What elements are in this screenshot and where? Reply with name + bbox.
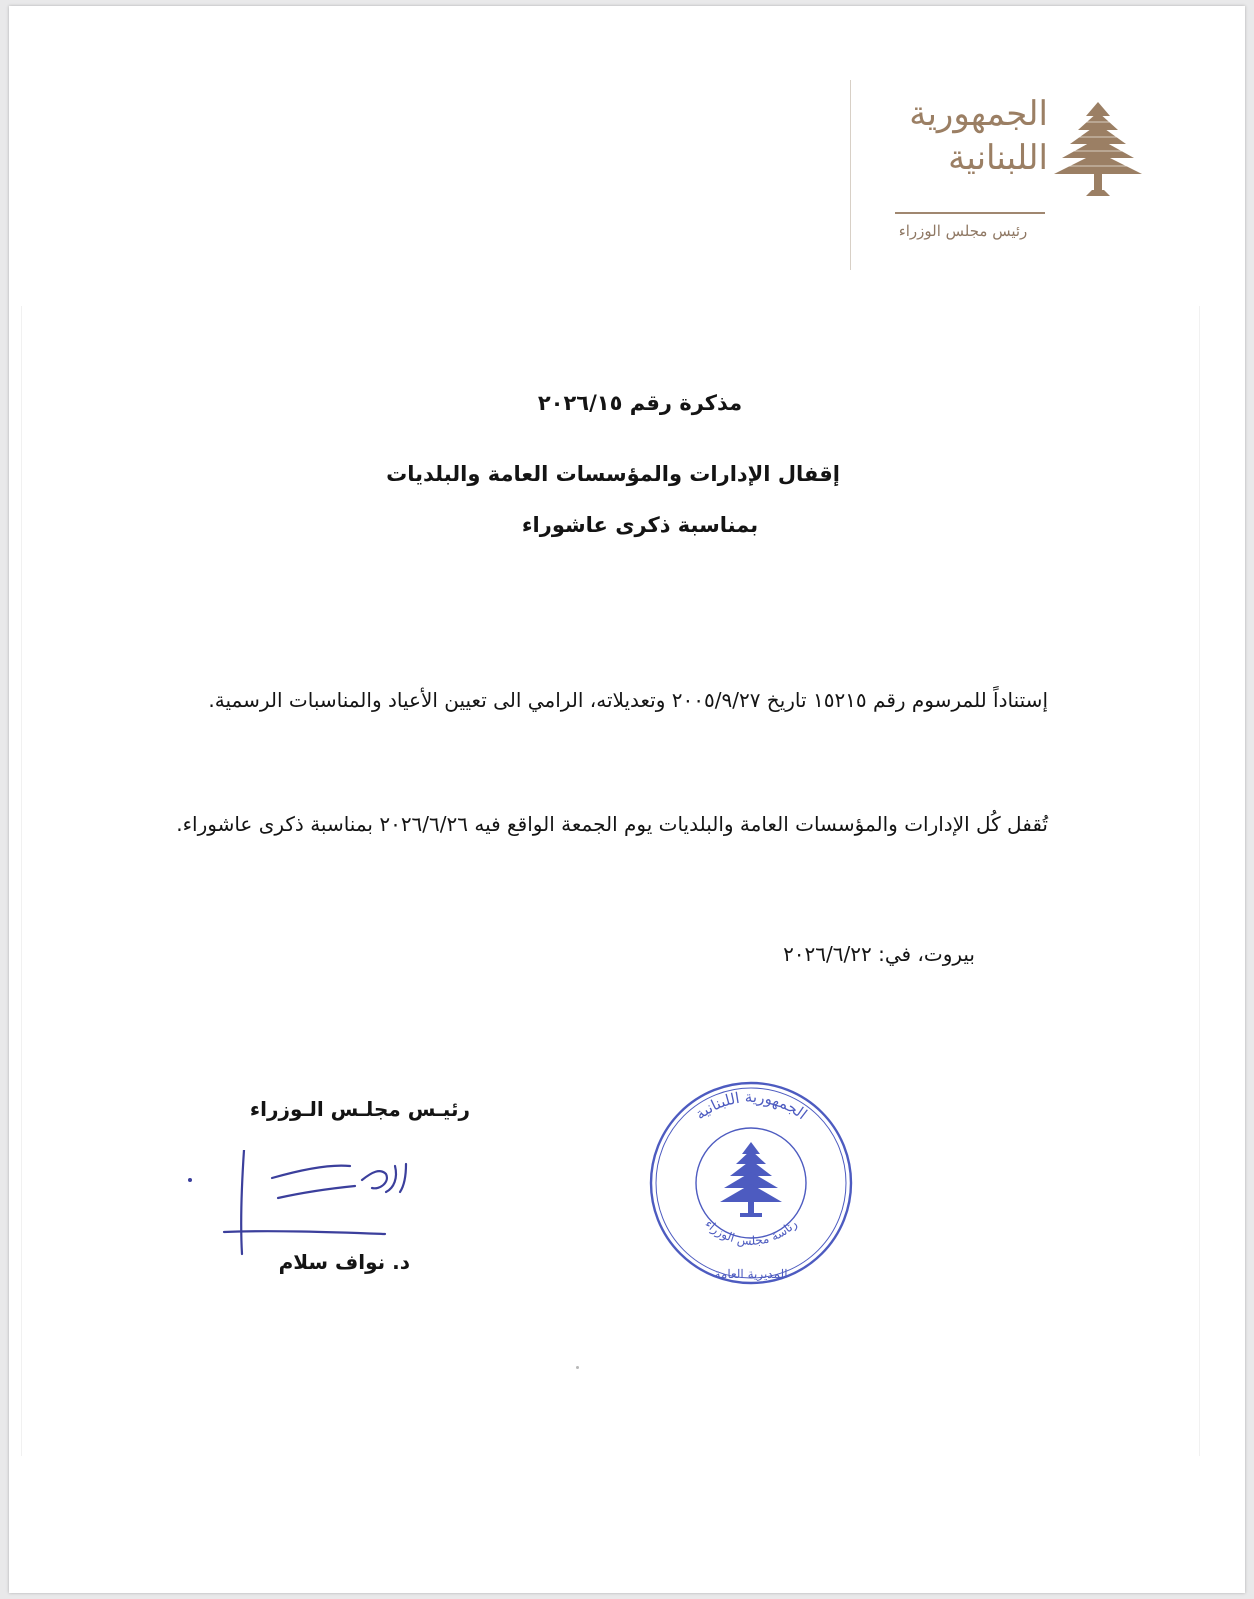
letterhead-state-line1: الجمهورية [909, 94, 1048, 134]
letterhead-rule [895, 212, 1045, 214]
scan-speck [576, 1366, 579, 1369]
letterhead-office: رئيس مجلس الوزراء [898, 222, 1028, 240]
page-edge-right [1199, 306, 1200, 1456]
cedar-icon [1052, 100, 1144, 200]
body-paragraph-1: إستناداً للمرسوم رقم ١٥٢١٥ تاريخ ٢٠٠٥/٩/٢٧ وتعديلاته، الرامي الى تعيين الأعياد والمناسبات الرسمية. [208, 688, 1048, 712]
signatory-name: د. نواف سلام [278, 1250, 410, 1274]
handwritten-signature [180, 1150, 420, 1260]
letterhead-emblem-text [888, 92, 1048, 180]
letterhead-state-line2: اللبنانية [948, 138, 1048, 178]
svg-text:الجمهورية اللبنانية: الجمهورية اللبنانية [691, 1087, 811, 1124]
signatory-title: رئيـس مجلـس الـوزراء [249, 1097, 470, 1121]
svg-text:المديرية العامة: المديرية العامة [714, 1267, 788, 1281]
memo-number: مذكرة رقم ٢٠٢٦/١٥ [537, 391, 743, 415]
memo-subject-line1: إقفال الإدارات والمؤسسات العامة والبلديات [386, 462, 840, 486]
svg-text:رئاسة مجلس الوزراء: رئاسة مجلس الوزراء [702, 1216, 800, 1249]
page-edge-left [21, 306, 22, 1456]
body-paragraph-2: تُقفل كُل الإدارات والمؤسسات العامة والبلديات يوم الجمعة الواقع فيه ٢٠٢٦/٦/٢٦ بمناسبة ذكرى عاشوراء. [176, 812, 1048, 836]
letterhead-divider [850, 80, 851, 270]
official-stamp [648, 1080, 854, 1286]
dateline: بيروت، في: ٢٠٢٦/٦/٢٢ [783, 942, 975, 966]
memo-subject-line2: بمناسبة ذكرى عاشوراء [521, 513, 759, 537]
